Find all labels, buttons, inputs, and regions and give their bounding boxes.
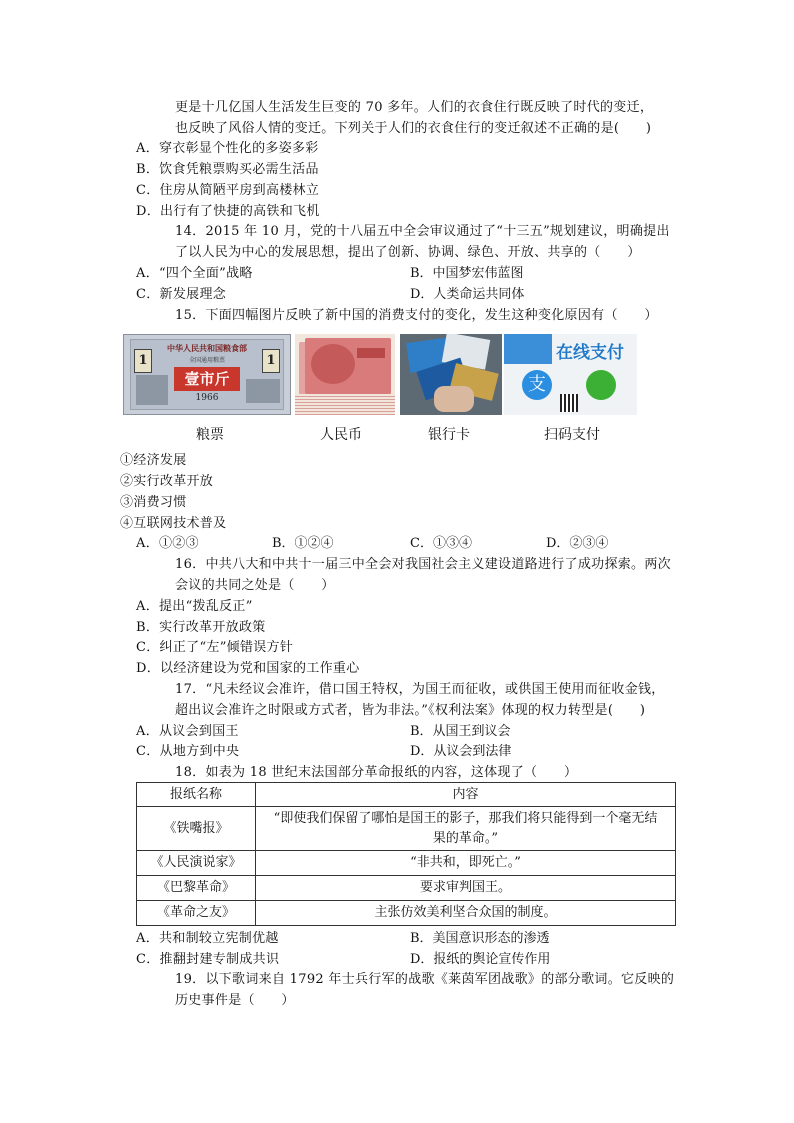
q15-factor-2: ②实行改革开放	[120, 474, 214, 489]
ticket-value-text: 壹市斤	[174, 367, 240, 391]
q18-option-a: A．共和制较立宪制优越	[136, 931, 279, 946]
table-cell-content	[256, 807, 676, 851]
caption-rmb: 人民币	[320, 427, 362, 443]
table-row	[137, 807, 676, 851]
q13-option-d: D．出行有了快捷的高铁和飞机	[136, 204, 320, 219]
table-cell-content-line1: “即使我们保留了哪怕是国王的影子，那我们将只能得到一个毫无结	[273, 810, 658, 826]
q15-factor-1: ①经济发展	[120, 453, 187, 468]
rmb-image	[295, 334, 395, 415]
table-cell-content: 主张仿效美利坚合众国的制度。	[256, 901, 676, 926]
q15-stem: 15．下面四幅图片反映了新中国的消费支付的变化，发生这种变化原因有（ ）	[175, 308, 658, 323]
online-pay-text: 在线支付	[556, 343, 624, 363]
table-header-row	[137, 783, 676, 807]
table-row	[137, 876, 676, 901]
table-header-name: 报纸名称	[137, 783, 256, 807]
q18-option-d: D．报纸的舆论宣传作用	[410, 952, 551, 967]
ticket-year: 1966	[195, 393, 219, 403]
table-cell-name: 《铁嘴报》	[137, 807, 256, 851]
caption-grain-ticket: 粮票	[196, 427, 224, 443]
caption-bank-card: 银行卡	[428, 427, 470, 443]
q17-option-c: C．从地方到中央	[136, 744, 240, 759]
q13-option-a: A．穿衣彰显个性化的多姿多彩	[136, 141, 319, 156]
wechat-icon	[586, 370, 616, 400]
q15-factor-3: ③消费习惯	[120, 495, 187, 510]
q16-option-b: B．实行改革开放政策	[136, 620, 266, 635]
q13-stem-line1: 更是十几亿国人生活发生巨变的 70 多年。人们的衣食住行既反映了时代的变迁，	[175, 100, 654, 115]
bank-card-image	[400, 334, 502, 415]
q19-stem-line2: 历史事件是（ ）	[175, 993, 295, 1008]
table-cell-name: 《巴黎革命》	[137, 876, 256, 901]
q14-option-a: A．“四个全面”战略	[136, 266, 253, 281]
q17-option-a: A．从议会到国王	[136, 724, 239, 739]
q14-option-c: C．新发展理念	[136, 287, 227, 302]
q18-stem: 18．如表为 18 世纪末法国部分革命报纸的内容，这体现了（ ）	[175, 765, 578, 780]
q15-option-a: A．①②③	[136, 536, 199, 551]
q17-option-b: B．从国王到议会	[410, 724, 511, 739]
alipay-icon: 支	[522, 370, 552, 400]
q15-option-d: D．②③④	[546, 536, 609, 551]
q13-option-c: C．住房从简陋平房到高楼林立	[136, 183, 320, 198]
q14-option-d: D．人类命运共同体	[410, 287, 525, 302]
q17-stem-line1: 17．“凡未经议会准许，借口国王特权，为国王而征收，或供国王使用而征收金钱，	[175, 682, 665, 697]
q16-stem-line1: 16．中共八大和中共十一届三中全会对我国社会主义建设道路进行了成功探索。两次	[175, 557, 671, 572]
q14-option-b: B．中国梦宏伟蓝图	[410, 266, 524, 281]
table-row	[137, 901, 676, 926]
q17-stem-line2: 超出议会准许之时限或方式者，皆为非法。”《权利法案》体现的权力转型是( )	[175, 703, 646, 718]
ticket-ministry-text: 中华人民共和国粮食部	[167, 343, 247, 353]
q15-factor-4: ④互联网技术普及	[120, 516, 227, 531]
q19-stem-line1: 19．以下歌词来自 1792 年士兵行军的战歌《莱茵军团战歌》的部分歌词。它反映的	[175, 972, 675, 987]
q16-option-a: A．提出“拨乱反正”	[136, 599, 253, 614]
q13-stem-line2: 也反映了风俗人情的变迁。下列关于人们的衣食住行的变迁叙述不正确的是( )	[175, 121, 652, 136]
q18-option-c: C．推翻封建专制成共识	[136, 952, 280, 967]
scan-pay-image	[504, 334, 637, 415]
q15-option-c: C．①③④	[410, 536, 472, 551]
table-cell-content: “非共和，即死亡。”	[256, 851, 676, 876]
ticket-number-right: 1	[262, 349, 280, 373]
ticket-number-left: 1	[134, 349, 152, 373]
q16-option-d: D．以经济建设为党和国家的工作重心	[136, 661, 360, 676]
q15-option-b: B．①②④	[272, 536, 334, 551]
ticket-subtitle: 全国通用粮票	[188, 357, 225, 364]
q17-option-d: D．从议会到法律	[410, 744, 512, 759]
caption-scan-pay: 扫码支付	[544, 427, 600, 443]
q13-option-b: B．饮食凭粮票购买必需生活品	[136, 162, 319, 177]
table-row	[137, 851, 676, 876]
table-cell-name: 《人民演说家》	[137, 851, 256, 876]
table-cell-content-line2: 果的革命。”	[432, 830, 499, 846]
q16-stem-line2: 会议的共同之处是（ ）	[175, 578, 335, 593]
q14-stem-line2: 了以人民为中心的发展思想，提出了创新、协调、绿色、开放、共享的（ ）	[175, 245, 641, 260]
grain-ticket-image	[123, 334, 291, 415]
q18-option-b: B．美国意识形态的渗透	[410, 931, 550, 946]
newspaper-table	[136, 782, 676, 926]
table-cell-name: 《革命之友》	[137, 901, 256, 926]
q16-option-c: C．纠正了“左”倾错误方针	[136, 640, 294, 655]
table-cell-content: 要求审判国王。	[256, 876, 676, 901]
table-header-content: 内容	[256, 783, 676, 807]
qr-code-icon	[560, 394, 578, 412]
q14-stem-line1: 14．2015 年 10 月，党的十八届五中全会审议通过了“十三五”规划建议，明确提出	[175, 224, 670, 239]
